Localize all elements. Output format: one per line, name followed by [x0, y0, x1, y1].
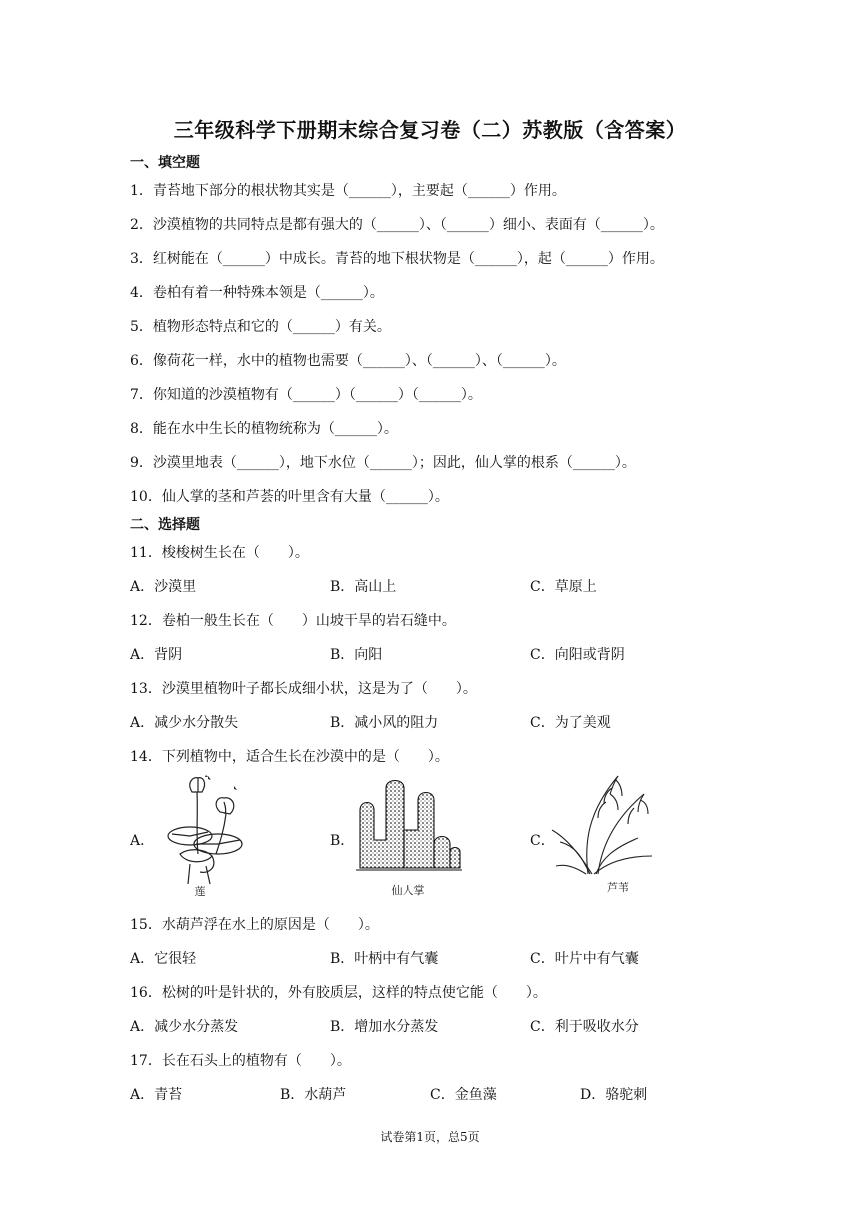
- question-11: 11．梭梭树生长在（ ）。: [130, 545, 309, 561]
- section-heading-fill: 一、填空题: [130, 155, 200, 171]
- question-1: 1．青苔地下部分的根状物其实是（______），主要起（______）作用。: [130, 183, 566, 199]
- q17-option-a: A．青苔: [130, 1087, 183, 1103]
- q15-option-c: C．叶片中有气囊: [530, 951, 639, 967]
- q14-option-b: B．: [330, 833, 355, 849]
- q12-option-c: C．向阳或背阴: [530, 647, 625, 663]
- page-title: 三年级科学下册期末综合复习卷（二）苏教版（含答案）: [173, 118, 687, 142]
- q15-option-a: A．它很轻: [130, 951, 197, 967]
- q17-option-b: B．水葫芦: [280, 1087, 347, 1103]
- question-15: 15．水葫芦浮在水上的原因是（ ）。: [130, 917, 379, 933]
- q17-option-d: D．骆驼刺: [580, 1087, 648, 1103]
- q17-option-c: C．金鱼藻: [430, 1087, 497, 1103]
- question-8: 8．能在水中生长的植物统称为（______）。: [130, 421, 398, 437]
- q16-option-c: C．利于吸收水分: [530, 1019, 639, 1035]
- question-3: 3．红树能在（______）中成长。青苔的地下根状物是（______），起（______）作用。: [130, 251, 664, 267]
- lotus-illustration: [160, 774, 250, 898]
- question-16: 16．松树的叶是针状的，外有胶质层，这样的特点使它能（ ）。: [130, 985, 547, 1001]
- question-12: 12．卷柏一般生长在（ ）山坡干旱的岩石缝中。: [130, 613, 456, 629]
- q11-option-c: C．草原上: [530, 579, 597, 595]
- q11-option-a: A．沙漠里: [130, 579, 197, 595]
- question-6: 6．像荷花一样，水中的植物也需要（______）、（______）、（______）。: [130, 353, 566, 369]
- q15-option-b: B．叶柄中有气囊: [330, 951, 439, 967]
- q13-option-c: C．为了美观: [530, 715, 611, 731]
- q13-option-a: A．减少水分散失: [130, 715, 239, 731]
- q16-option-a: A．减少水分蒸发: [130, 1019, 239, 1035]
- question-5: 5．植物形态特点和它的（______）有关。: [130, 319, 391, 335]
- q14-option-c: C．: [530, 833, 555, 849]
- cactus-caption: 仙人掌: [391, 884, 425, 897]
- reed-caption: 芦苇: [607, 881, 629, 894]
- question-7: 7．你知道的沙漠植物有（______）（______）（______）。: [130, 387, 482, 403]
- question-14: 14．下列植物中，适合生长在沙漠中的是（ ）。: [130, 749, 449, 765]
- question-4: 4．卷柏有着一种特殊本领是（______）。: [130, 285, 384, 301]
- q12-option-a: A．背阴: [130, 647, 183, 663]
- question-10: 10．仙人掌的茎和芦荟的叶里含有大量（______）。: [130, 489, 449, 505]
- question-2: 2．沙漠植物的共同特点是都有强大的（______）、（______）细小、表面有（______）。: [130, 217, 664, 233]
- page-footer: 试卷第1页，总5页: [380, 1130, 480, 1144]
- question-13: 13．沙漠里植物叶子都长成细小状，这是为了（ ）。: [130, 681, 477, 697]
- question-9: 9．沙漠里地表（______），地下水位（______）；因此，仙人掌的根系（______）。: [130, 455, 636, 471]
- section-heading-choice: 二、选择题: [130, 517, 200, 533]
- reed-illustration: [548, 772, 660, 898]
- q12-option-b: B．向阳: [330, 647, 383, 663]
- lotus-caption: 莲: [194, 885, 206, 898]
- q13-option-b: B．减小风的阻力: [330, 715, 439, 731]
- q16-option-b: B．增加水分蒸发: [330, 1019, 439, 1035]
- cactus-illustration: [350, 770, 470, 898]
- q14-option-a: A．: [130, 833, 155, 849]
- q11-option-b: B．高山上: [330, 579, 397, 595]
- question-17: 17．长在石头上的植物有（ ）。: [130, 1053, 351, 1069]
